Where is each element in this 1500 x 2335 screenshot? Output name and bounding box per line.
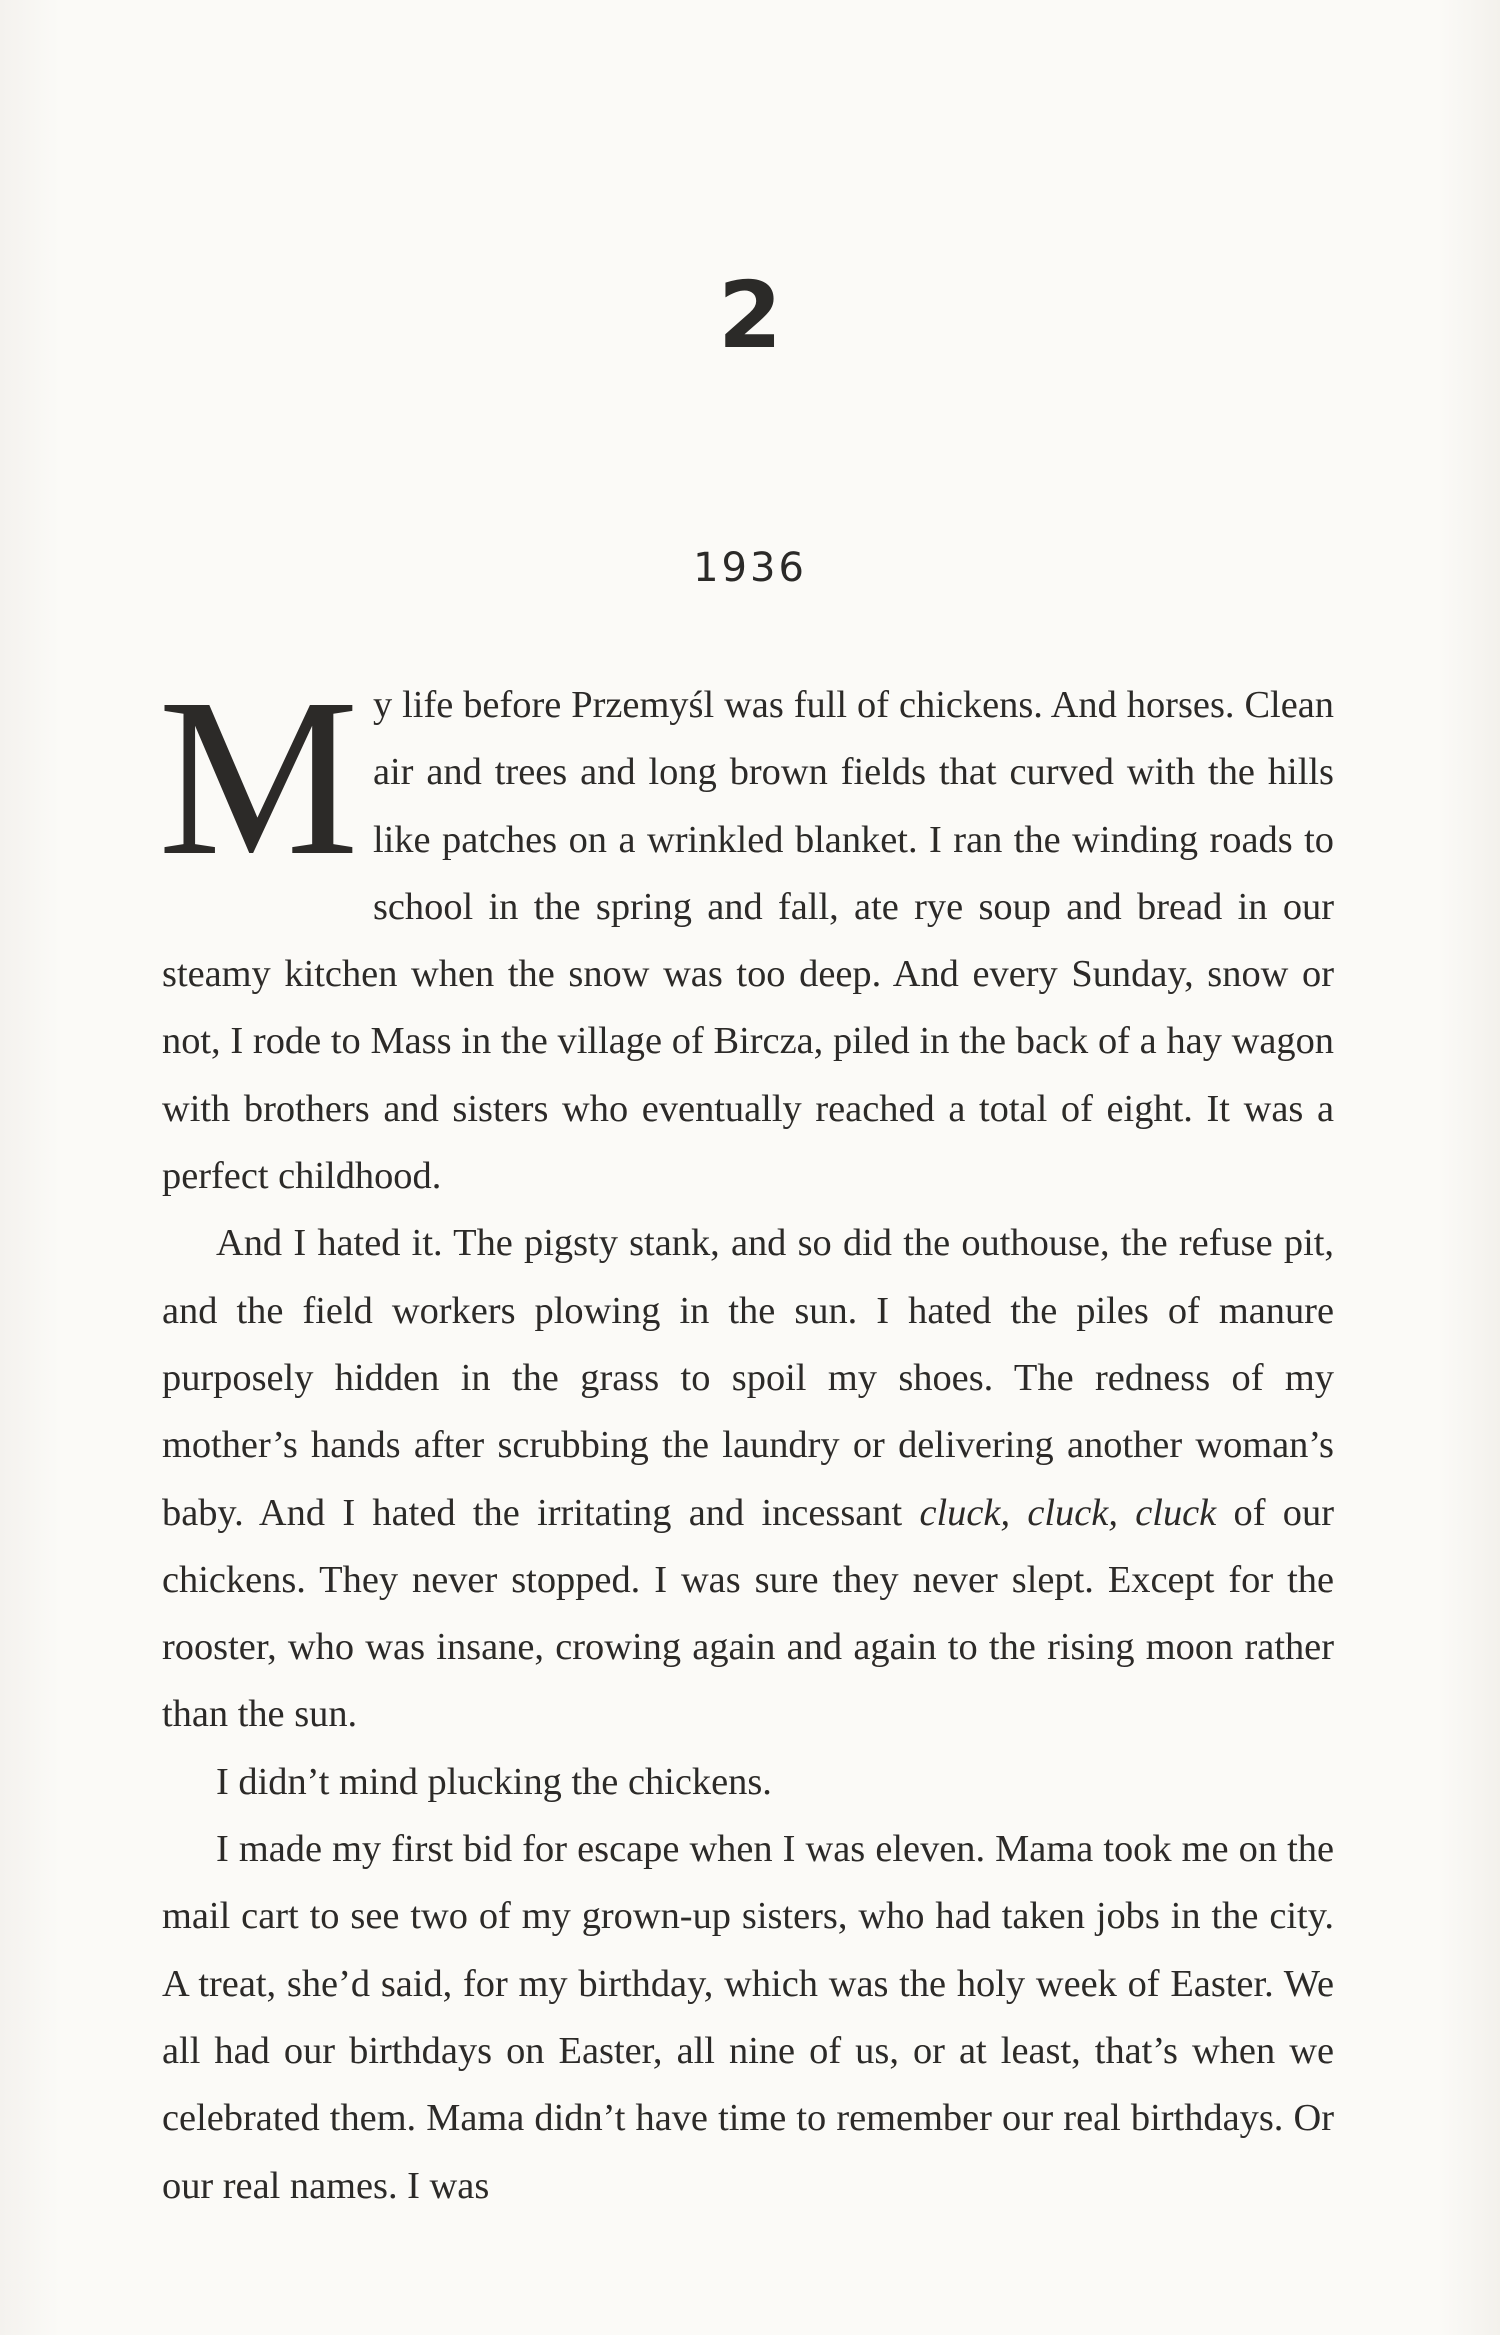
paragraph-text: I made my first bid for escape when I was eleven. Mama took me on the mail cart to see two of my grown-up sisters, who had taken jobs in the city. A treat, she’d said, for my birthday, which was the holy week of Easter. We all had our birthdays on Easter, all nine of us, or at least, that’s when we celebrated them. Mama didn’t have time to remember our real birthdays. Or our real names. I was <box>162 1828 1334 2207</box>
chapter-year: 1936 <box>693 545 807 591</box>
drop-cap: M <box>158 652 359 902</box>
chapter-number: 2 <box>717 262 782 369</box>
paragraph-text-part: of our chickens. They never stopped. I was sure they never slept. Except for the rooster, who was insane, crowing again and again to the rising moon rather than the sun. <box>162 1491 1334 1736</box>
chapter-body <box>158 652 1334 2220</box>
italic-phrase: cluck, cluck, cluck <box>919 1491 1217 1534</box>
paragraph-text: y life before Przemyśl was full of chickens. And horses. Clean air and trees and long brown fields that curved with the hills like patches on a wrinkled blanket. I ran the winding roads to school in the spring and fall, ate rye soup and bread in our steamy kitchen when the snow was too deep. And every Sunday, snow or not, I rode to Mass in the village of Bircza, piled in the back of a hay wagon with brothers and sisters who eventually reached a total of eight. It was a perfect childhood. <box>162 684 1334 1198</box>
paragraph-text-part: And I hated it. The pigsty stank, and so did the outhouse, the refuse pit, and the field workers plowing in the sun. I hated the piles of manure purposely hidden in the grass to spoil my shoes. The redness of my mother’s hands after scrubbing the laundry or delivering another woman’s baby. And I hated the irritating and incessant <box>162 1222 1334 1534</box>
paragraph-1 <box>158 652 1334 1210</box>
paragraph-4 <box>162 1816 1334 2220</box>
paragraph-text: I didn’t mind plucking the chickens. <box>216 1760 772 1803</box>
paragraph-2 <box>162 1210 1334 1748</box>
paragraph-3 <box>162 1749 1334 1816</box>
